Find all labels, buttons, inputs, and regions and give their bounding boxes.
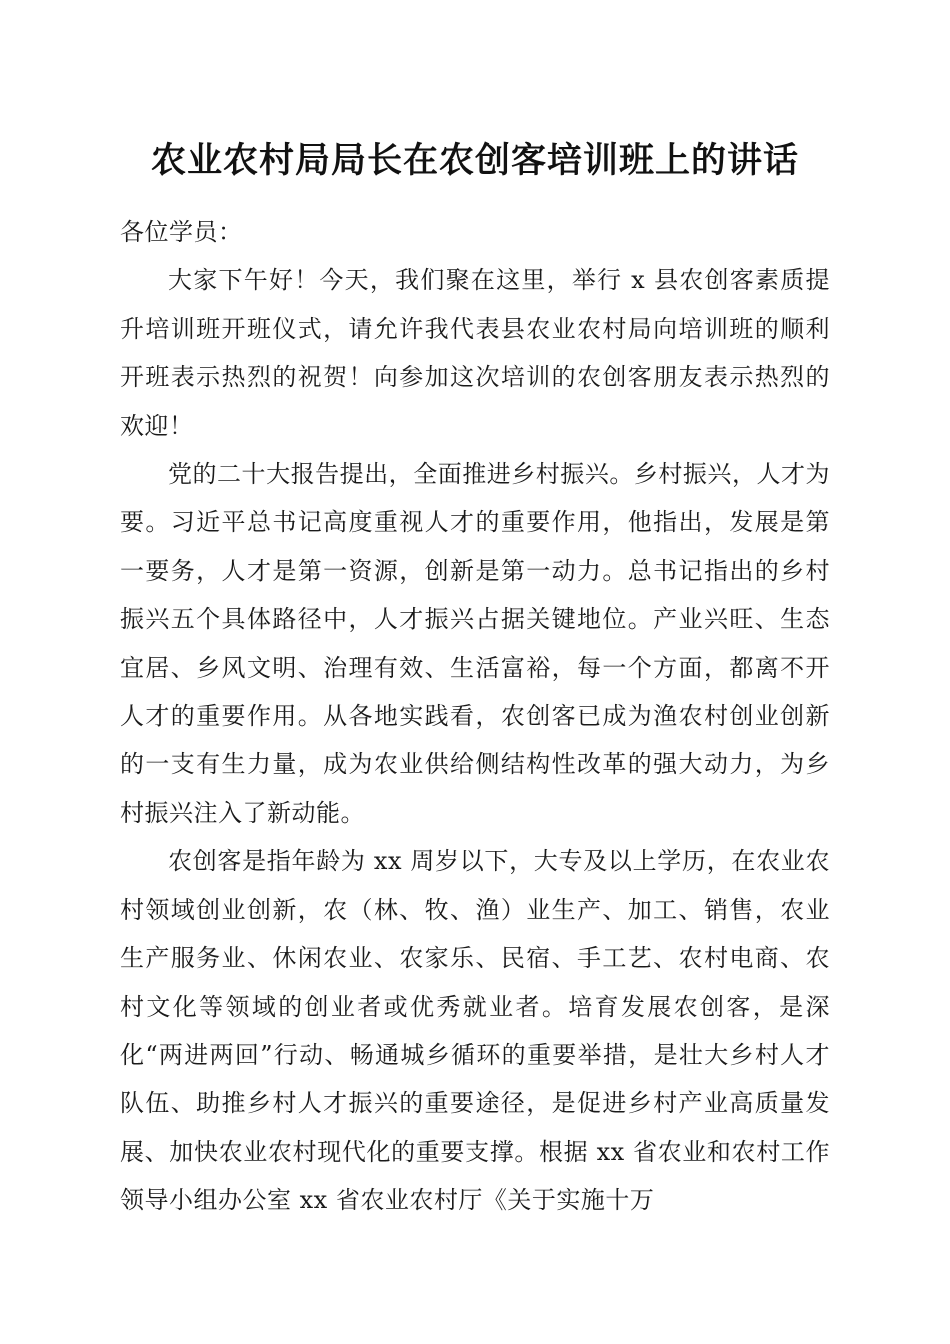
document-body	[120, 208, 830, 1225]
paragraph-agri-entrepreneur-definition: 农创客是指年龄为 xx 周岁以下，大专及以上学历，在农业农村领域创业创新，农（林、牧、渔）业生产、加工、销售，农业生产服务业、休闲农业、农家乐、民宿、手工艺、农村电商、农村文化等领域的创业者或优秀就业者。培育发展农创客，是深化“两进两回”行动、畅通城乡循环的重要举措，是壮大乡村人才队伍、助推乡村人才振兴的重要途径，是促进乡村产业高质量发展、加快农业农村现代化的重要支撑。根据 xx 省农业和农村工作领导小组办公室 xx 省农业农村厅《关于实施十万	[120, 847, 830, 1215]
salutation: 各位学员：	[120, 218, 243, 246]
paragraph-greeting: 大家下午好！今天，我们聚在这里，举行 x 县农创客素质提升培训班开班仪式，请允许我代表县农业农村局向培训班的顺利开班表示热烈的祝贺！向参加这次培训的农创客朋友表示热烈的欢迎！	[120, 266, 830, 440]
paragraph-rural-revitalization: 党的二十大报告提出，全面推进乡村振兴。乡村振兴，人才为要。习近平总书记高度重视人才的重要作用，他指出，发展是第一要务，人才是第一资源，创新是第一动力。总书记指出的乡村振兴五个具体路径中，人才振兴占据关键地位。产业兴旺、生态宜居、乡风文明、治理有效、生活富裕，每一个方面，都离不开人才的重要作用。从各地实践看，农创客已成为渔农村创业创新的一支有生力量，成为农业供给侧结构性改革的强大动力，为乡村振兴注入了新动能。	[120, 460, 830, 827]
document-title: 农业农村局局长在农创客培训班上的讲话	[150, 140, 799, 181]
